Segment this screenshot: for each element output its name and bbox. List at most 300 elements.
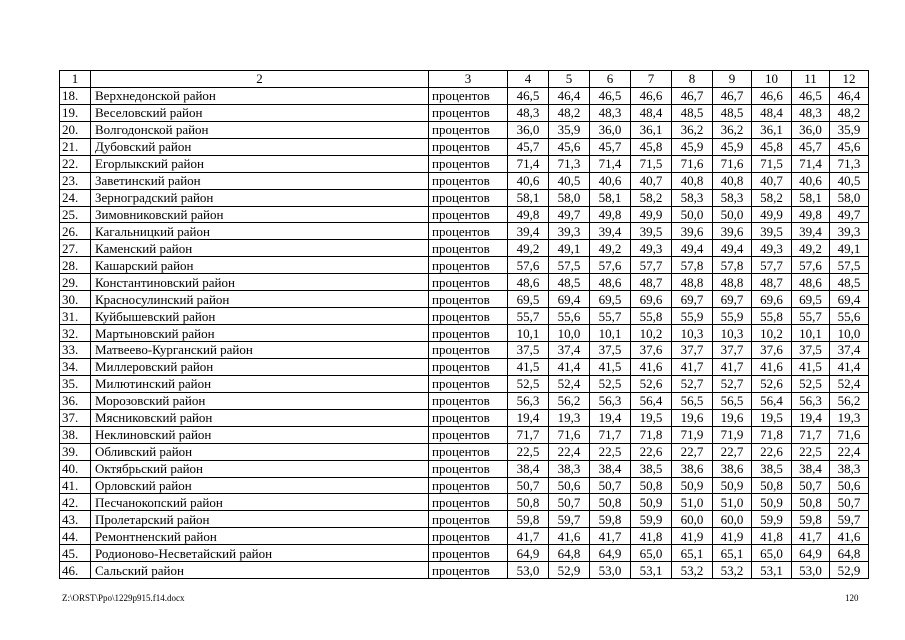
value-cell: 41,8 [631,528,672,545]
value-cell: 36,2 [713,121,752,138]
table-row [60,223,869,240]
value-cell: 22,6 [631,443,672,460]
table-row [60,155,869,172]
value-cell: 48,5 [713,104,752,121]
value-cell: 57,8 [672,257,713,274]
row-number-cell: 41. [60,477,91,494]
value-cell: 10,3 [713,325,752,342]
value-cell: 48,6 [508,274,549,291]
value-cell: 38,3 [549,460,590,477]
row-number-cell: 19. [60,104,91,121]
value-cell: 49,8 [508,206,549,223]
row-number-cell: 26. [60,223,91,240]
value-cell: 48,3 [508,104,549,121]
value-cell: 59,8 [508,511,549,528]
row-number-cell: 22. [60,155,91,172]
table-row [60,375,869,392]
unit-cell: процентов [429,189,508,206]
value-cell: 71,6 [713,155,752,172]
district-name-cell: Родионово-Несветайский район [91,545,429,562]
value-cell: 39,4 [590,223,631,240]
value-cell: 45,7 [792,138,830,155]
value-cell: 45,9 [672,138,713,155]
value-cell: 49,2 [590,240,631,257]
district-name-cell: Песчанокопский район [91,494,429,511]
value-cell: 49,9 [631,206,672,223]
value-cell: 37,6 [631,342,672,359]
value-cell: 59,7 [549,511,590,528]
row-number-cell: 24. [60,189,91,206]
value-cell: 57,7 [752,257,792,274]
value-cell: 10,2 [631,325,672,342]
unit-cell: процентов [429,291,508,308]
unit-cell: процентов [429,223,508,240]
value-cell: 49,2 [792,240,830,257]
value-cell: 58,3 [713,189,752,206]
value-cell: 41,4 [830,358,869,375]
unit-cell: процентов [429,443,508,460]
value-cell: 37,4 [549,342,590,359]
value-cell: 37,5 [508,342,549,359]
value-cell: 69,5 [590,291,631,308]
row-number-cell: 36. [60,392,91,409]
unit-cell: процентов [429,206,508,223]
unit-cell: процентов [429,562,508,579]
value-cell: 49,3 [752,240,792,257]
value-cell: 10,0 [830,325,869,342]
district-name-cell: Сальский район [91,562,429,579]
value-cell: 46,5 [508,87,549,104]
table-row [60,511,869,528]
value-cell: 48,6 [792,274,830,291]
value-cell: 55,9 [713,308,752,325]
district-name-cell: Волгодонской район [91,121,429,138]
value-cell: 71,5 [752,155,792,172]
value-cell: 10,1 [792,325,830,342]
row-number-cell: 28. [60,257,91,274]
row-number-cell: 46. [60,562,91,579]
value-cell: 59,8 [590,511,631,528]
unit-cell: процентов [429,240,508,257]
value-cell: 59,8 [792,511,830,528]
value-cell: 55,7 [792,308,830,325]
table-row [60,274,869,291]
value-cell: 39,4 [792,223,830,240]
value-cell: 48,5 [549,274,590,291]
value-cell: 58,3 [672,189,713,206]
table-row [60,206,869,223]
value-cell: 64,9 [792,545,830,562]
table-row [60,562,869,579]
value-cell: 41,7 [713,358,752,375]
value-cell: 50,7 [508,477,549,494]
value-cell: 58,2 [752,189,792,206]
table-row [60,545,869,562]
row-number-cell: 38. [60,426,91,443]
value-cell: 56,3 [508,392,549,409]
page-number: 120 [845,593,859,603]
value-cell: 41,8 [752,528,792,545]
value-cell: 37,5 [590,342,631,359]
value-cell: 40,6 [508,172,549,189]
value-cell: 64,9 [590,545,631,562]
column-header: 11 [792,71,830,88]
value-cell: 57,5 [549,257,590,274]
value-cell: 48,5 [830,274,869,291]
value-cell: 41,5 [590,358,631,375]
value-cell: 38,4 [792,460,830,477]
value-cell: 65,0 [631,545,672,562]
value-cell: 53,1 [752,562,792,579]
value-cell: 39,4 [508,223,549,240]
unit-cell: процентов [429,494,508,511]
column-header: 3 [429,71,508,88]
value-cell: 39,5 [631,223,672,240]
value-cell: 48,4 [752,104,792,121]
value-cell: 53,0 [508,562,549,579]
table-row [60,121,869,138]
value-cell: 52,6 [631,375,672,392]
value-cell: 46,6 [631,87,672,104]
value-cell: 51,0 [672,494,713,511]
district-name-cell: Зимовниковский район [91,206,429,223]
table-row [60,87,869,104]
value-cell: 69,5 [792,291,830,308]
unit-cell: процентов [429,342,508,359]
value-cell: 50,7 [590,477,631,494]
value-cell: 48,8 [672,274,713,291]
value-cell: 36,1 [631,121,672,138]
value-cell: 71,8 [752,426,792,443]
row-number-cell: 31. [60,308,91,325]
value-cell: 55,8 [752,308,792,325]
value-cell: 46,4 [830,87,869,104]
district-name-cell: Обливский район [91,443,429,460]
value-cell: 10,2 [752,325,792,342]
table-row [60,392,869,409]
table-row [60,528,869,545]
value-cell: 49,7 [549,206,590,223]
column-header: 4 [508,71,549,88]
table-row [60,494,869,511]
value-cell: 50,8 [792,494,830,511]
value-cell: 51,0 [713,494,752,511]
value-cell: 55,6 [830,308,869,325]
value-cell: 55,6 [549,308,590,325]
row-number-cell: 34. [60,358,91,375]
unit-cell: процентов [429,426,508,443]
value-cell: 64,8 [549,545,590,562]
value-cell: 19,4 [792,409,830,426]
value-cell: 50,6 [549,477,590,494]
value-cell: 19,6 [713,409,752,426]
value-cell: 37,6 [752,342,792,359]
column-header: 5 [549,71,590,88]
unit-cell: процентов [429,257,508,274]
row-number-cell: 21. [60,138,91,155]
footer-file-path: Z:\ORST\Ppo\1229p915.f14.docx [62,593,185,603]
value-cell: 59,9 [752,511,792,528]
value-cell: 19,3 [830,409,869,426]
column-header: 6 [590,71,631,88]
value-cell: 52,7 [672,375,713,392]
district-name-cell: Заветинский район [91,172,429,189]
district-name-cell: Морозовский район [91,392,429,409]
district-name-cell: Орловский район [91,477,429,494]
value-cell: 53,1 [631,562,672,579]
value-cell: 65,1 [713,545,752,562]
value-cell: 71,3 [830,155,869,172]
value-cell: 49,1 [830,240,869,257]
value-cell: 22,5 [508,443,549,460]
district-name-cell: Дубовский район [91,138,429,155]
district-name-cell: Милютинский район [91,375,429,392]
value-cell: 50,7 [830,494,869,511]
row-number-cell: 35. [60,375,91,392]
value-cell: 41,9 [713,528,752,545]
unit-cell: процентов [429,528,508,545]
value-cell: 50,7 [549,494,590,511]
value-cell: 38,5 [752,460,792,477]
value-cell: 46,5 [590,87,631,104]
value-cell: 50,9 [752,494,792,511]
value-cell: 39,6 [672,223,713,240]
unit-cell: процентов [429,545,508,562]
column-header: 10 [752,71,792,88]
value-cell: 64,8 [830,545,869,562]
value-cell: 37,5 [792,342,830,359]
value-cell: 71,6 [672,155,713,172]
column-header: 7 [631,71,672,88]
row-number-cell: 25. [60,206,91,223]
value-cell: 69,6 [752,291,792,308]
value-cell: 57,5 [830,257,869,274]
value-cell: 41,4 [549,358,590,375]
table-row [60,291,869,308]
value-cell: 41,5 [508,358,549,375]
value-cell: 52,4 [830,375,869,392]
value-cell: 69,6 [631,291,672,308]
unit-cell: процентов [429,375,508,392]
value-cell: 38,3 [830,460,869,477]
value-cell: 71,6 [830,426,869,443]
value-cell: 57,6 [508,257,549,274]
value-cell: 41,6 [549,528,590,545]
unit-cell: процентов [429,392,508,409]
row-number-cell: 27. [60,240,91,257]
value-cell: 36,1 [752,121,792,138]
value-cell: 60,0 [672,511,713,528]
unit-cell: процентов [429,172,508,189]
data-table [59,70,869,579]
value-cell: 50,8 [631,477,672,494]
value-cell: 50,8 [590,494,631,511]
value-cell: 71,7 [590,426,631,443]
row-number-cell: 43. [60,511,91,528]
value-cell: 48,3 [590,104,631,121]
value-cell: 69,7 [672,291,713,308]
district-name-cell: Зерноградский район [91,189,429,206]
value-cell: 71,9 [713,426,752,443]
value-cell: 52,5 [590,375,631,392]
district-name-cell: Кашарский район [91,257,429,274]
value-cell: 59,7 [830,511,869,528]
value-cell: 49,7 [830,206,869,223]
value-cell: 53,2 [713,562,752,579]
value-cell: 39,6 [713,223,752,240]
value-cell: 69,5 [508,291,549,308]
value-cell: 50,0 [672,206,713,223]
value-cell: 36,2 [672,121,713,138]
value-cell: 53,2 [672,562,713,579]
value-cell: 49,1 [549,240,590,257]
value-cell: 49,9 [752,206,792,223]
row-number-cell: 40. [60,460,91,477]
district-name-cell: Миллеровский район [91,358,429,375]
value-cell: 58,0 [549,189,590,206]
value-cell: 52,7 [713,375,752,392]
value-cell: 69,7 [713,291,752,308]
value-cell: 71,6 [549,426,590,443]
value-cell: 58,1 [508,189,549,206]
value-cell: 52,6 [752,375,792,392]
row-number-cell: 30. [60,291,91,308]
value-cell: 57,6 [590,257,631,274]
district-name-cell: Мартыновский район [91,325,429,342]
value-cell: 22,7 [672,443,713,460]
value-cell: 69,4 [830,291,869,308]
value-cell: 38,6 [713,460,752,477]
value-cell: 35,9 [549,121,590,138]
value-cell: 40,6 [590,172,631,189]
unit-cell: процентов [429,325,508,342]
column-header: 1 [60,71,91,88]
unit-cell: процентов [429,460,508,477]
value-cell: 37,7 [713,342,752,359]
value-cell: 56,2 [830,392,869,409]
value-cell: 71,7 [508,426,549,443]
value-cell: 52,9 [549,562,590,579]
table-row [60,443,869,460]
value-cell: 49,8 [792,206,830,223]
value-cell: 40,7 [631,172,672,189]
value-cell: 39,3 [830,223,869,240]
value-cell: 46,4 [549,87,590,104]
district-name-cell: Егорлыкский район [91,155,429,172]
value-cell: 41,7 [792,528,830,545]
table-row [60,358,869,375]
value-cell: 50,9 [631,494,672,511]
value-cell: 37,7 [672,342,713,359]
column-header: 9 [713,71,752,88]
value-cell: 40,5 [830,172,869,189]
row-number-cell: 18. [60,87,91,104]
value-cell: 41,7 [672,358,713,375]
row-number-cell: 42. [60,494,91,511]
value-cell: 41,9 [672,528,713,545]
value-cell: 71,5 [631,155,672,172]
value-cell: 50,8 [508,494,549,511]
value-cell: 46,5 [792,87,830,104]
district-name-cell: Кагальницкий район [91,223,429,240]
value-cell: 36,0 [590,121,631,138]
value-cell: 52,4 [549,375,590,392]
table-row [60,342,869,359]
value-cell: 45,6 [830,138,869,155]
value-cell: 55,9 [672,308,713,325]
value-cell: 48,5 [672,104,713,121]
value-cell: 46,7 [672,87,713,104]
value-cell: 40,7 [752,172,792,189]
row-number-cell: 32. [60,325,91,342]
value-cell: 50,0 [713,206,752,223]
value-cell: 56,2 [549,392,590,409]
row-number-cell: 44. [60,528,91,545]
value-cell: 71,4 [792,155,830,172]
column-header: 2 [91,71,429,88]
value-cell: 19,3 [549,409,590,426]
value-cell: 40,8 [713,172,752,189]
value-cell: 71,9 [672,426,713,443]
table-row [60,426,869,443]
value-cell: 49,4 [672,240,713,257]
value-cell: 50,9 [713,477,752,494]
value-cell: 58,1 [792,189,830,206]
value-cell: 38,5 [631,460,672,477]
value-cell: 50,8 [752,477,792,494]
district-name-cell: Веселовский район [91,104,429,121]
value-cell: 65,0 [752,545,792,562]
value-cell: 71,4 [590,155,631,172]
value-cell: 52,5 [508,375,549,392]
row-number-cell: 29. [60,274,91,291]
value-cell: 22,6 [752,443,792,460]
unit-cell: процентов [429,274,508,291]
district-name-cell: Константиновский район [91,274,429,291]
unit-cell: процентов [429,511,508,528]
header-row [60,71,869,88]
row-number-cell: 37. [60,409,91,426]
value-cell: 10,1 [508,325,549,342]
value-cell: 58,2 [631,189,672,206]
district-name-cell: Верхнедонской район [91,87,429,104]
value-cell: 56,3 [792,392,830,409]
value-cell: 53,0 [590,562,631,579]
value-cell: 56,4 [752,392,792,409]
value-cell: 50,7 [792,477,830,494]
value-cell: 56,5 [672,392,713,409]
district-name-cell: Красносулинский район [91,291,429,308]
value-cell: 49,4 [713,240,752,257]
value-cell: 36,0 [508,121,549,138]
value-cell: 53,0 [792,562,830,579]
unit-cell: процентов [429,409,508,426]
value-cell: 46,6 [752,87,792,104]
value-cell: 40,8 [672,172,713,189]
value-cell: 45,7 [508,138,549,155]
value-cell: 10,3 [672,325,713,342]
value-cell: 45,8 [752,138,792,155]
value-cell: 49,8 [590,206,631,223]
value-cell: 52,5 [792,375,830,392]
value-cell: 50,9 [672,477,713,494]
unit-cell: процентов [429,121,508,138]
value-cell: 22,4 [549,443,590,460]
value-cell: 55,8 [631,308,672,325]
value-cell: 19,5 [631,409,672,426]
row-number-cell: 20. [60,121,91,138]
value-cell: 22,7 [713,443,752,460]
